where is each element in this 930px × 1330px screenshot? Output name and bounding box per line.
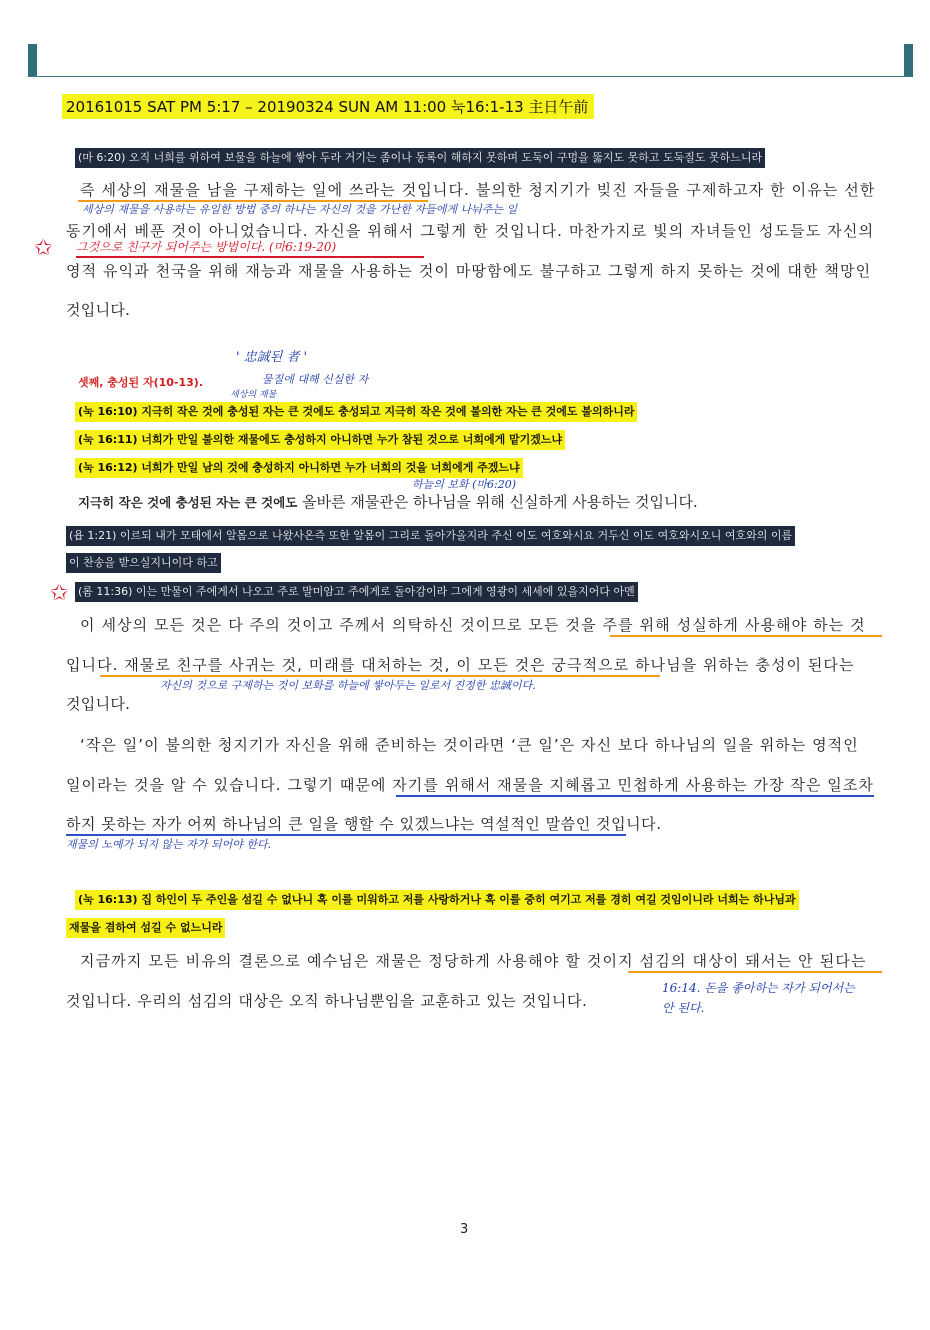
page-number: 3: [460, 1222, 469, 1237]
paragraph-1-line-3: 영적 유익과 천국을 위해 재능과 재물을 사용하는 것이 마땅함에도 불구하고 그렇게 하지 못하는 것에 대한 책망인: [66, 262, 872, 280]
section-3-heading: 셋째, 충성된 자(10-13).: [78, 376, 204, 389]
paragraph-2: [78, 491, 698, 512]
verse-job-1-21-b: 이 찬송을 받으실지니이다 하고: [66, 553, 221, 573]
header-left-bar: [28, 44, 37, 77]
handwritten-note-7: 자신의 것으로 구제하는 것이 보화를 하늘에 쌓아두는 일로서 진정한 忠誠이다.: [160, 679, 536, 692]
paragraph-1-line-2: 동기에서 베푼 것이 아니었습니다. 자신을 위해서 그렇게 한 것입니다. 마찬가지로 빛의 자녀들인 성도들도 자신의: [66, 222, 875, 240]
header-rule: [30, 76, 910, 77]
paragraph-2-bold: 지극히 작은 것에 충성된 자는 큰 것에도: [78, 495, 298, 510]
handwritten-note-5: 세상의 재물: [230, 390, 277, 400]
header-right-bar: [904, 44, 913, 77]
paragraph-2-rest: 올바른 재물관은 하나님을 위해 신실하게 사용하는 것입니다.: [297, 493, 698, 511]
paragraph-4-line-3: 하지 못하는 자가 어찌 하나님의 큰 일을 행할 수 있겠느냐는 역설적인 말씀인 것입니다.: [66, 815, 662, 833]
star-mark: ✩: [50, 581, 69, 606]
verse-lk-16-11: (눅 16:11) 너희가 만일 불의한 재물에도 충성하지 아니하면 누가 참된 것으로 너희에게 맡기겠느냐: [75, 430, 565, 450]
verse-lk-16-13-b: 재물을 겸하여 섬길 수 없느니라: [66, 918, 225, 938]
paragraph-4-line-1: ‘작은 일’이 불의한 청지기가 자신을 위해 준비하는 것이라면 ‘큰 일’은 자신 보다 하나님의 일을 위하는 영적인: [80, 736, 859, 754]
paragraph-1-line-1: 즉 세상의 재물을 남을 구제하는 일에 쓰라는 것입니다. 불의한 청지기가 빚진 자들을 구제하고자 한 이유는 선한: [80, 181, 876, 199]
paragraph-3-line-3: 것입니다.: [66, 695, 131, 713]
paragraph-5-line-1: 지금까지 모든 비유의 결론으로 예수님은 재물은 정당하게 사용해야 할 것이지 섬김의 대상이 돼서는 안 된다는: [80, 952, 867, 970]
handwritten-note-3: ' 忠誠된 者 ': [236, 350, 308, 365]
paragraph-4-line-2: 일이라는 것을 알 수 있습니다. 그렇기 때문에 자기를 위해서 재물을 지혜롭고 민첩하게 사용하는 가장 작은 일조차: [66, 776, 874, 794]
verse-lk-16-10: (눅 16:10) 지극히 작은 것에 충성된 자는 큰 것에도 충성되고 지극히 작은 것에 불의한 자는 큰 것에도 불의하니라: [75, 402, 637, 422]
underline-orange: [628, 971, 882, 973]
date-heading: 20161015 SAT PM 5:17 – 20190324 SUN AM 11:00 눅16:1-13 主日午前: [62, 94, 594, 119]
verse-lk-16-13-a: (눅 16:13) 집 하인이 두 주인을 섬길 수 없나니 혹 이를 미워하고 저를 사랑하거나 혹 이를 중히 여기고 저를 경히 여길 것임이니라 너희는 하나님과: [75, 890, 799, 910]
paragraph-3-line-1: 이 세상의 모든 것은 다 주의 것이고 주께서 의탁하신 것이므로 모든 것을 주를 위해 성실하게 사용해야 하는 것: [80, 616, 866, 634]
verse-mt-6-20: (마 6:20) 오직 너희를 위하여 보물을 하늘에 쌓아 두라 거기는 좀이나 동록이 해하지 못하며 도둑이 구멍을 뚫지도 못하고 도둑질도 못하느니라: [75, 148, 765, 168]
handwritten-note-1: 세상의 재물을 사용하는 유일한 방법 중의 하나는 자신의 것을 가난한 자들에게 나눠주는 일: [82, 203, 518, 216]
underline-blue: [396, 795, 874, 797]
verse-lk-16-12: (눅 16:12) 너희가 만일 남의 것에 충성하지 아니하면 누가 너희의 것을 너희에게 주겠느냐: [75, 458, 523, 478]
paragraph-5-line-2: 것입니다. 우리의 섬김의 대상은 오직 하나님뿐임을 교훈하고 있는 것입니다.: [66, 992, 588, 1010]
verse-rom-11-36: (롬 11:36) 이는 만물이 주에게서 나오고 주로 말미암고 주에게로 돌아감이라 그에게 영광이 세세에 있을지어다 아멘: [75, 582, 638, 602]
paragraph-3-line-2: 입니다. 재물로 친구를 사귀는 것, 미래를 대처하는 것, 이 모든 것은 궁극적으로 하나님을 위하는 충성이 된다는: [66, 656, 855, 674]
star-mark: ✩: [34, 236, 53, 261]
handwritten-note-2: 그것으로 친구가 되어주는 방법이다. (마6:19-20): [76, 240, 337, 254]
verse-job-1-21-a: (욥 1:21) 이르되 내가 모태에서 알몸으로 나왔사온즉 또한 알몸이 그리로 돌아가올지라 주신 이도 여호와시요 거두신 이도 여호와시오니 여호와의 이름: [66, 526, 795, 546]
handwritten-note-9: 16:14. 돈을 좋아하는 자가 되어서는 안 된다.: [662, 981, 855, 1015]
paragraph-1-line-4: 것입니다.: [66, 301, 131, 319]
handwritten-note-8: 재물의 노예가 되지 않는 자가 되어야 한다.: [66, 838, 272, 851]
underline-orange: [610, 635, 882, 637]
underline-red: [76, 256, 424, 258]
handwritten-note-6: 하늘의 보화 (마6:20): [412, 478, 517, 491]
handwritten-note-4: 물질에 대해 신실한 자: [262, 373, 369, 386]
